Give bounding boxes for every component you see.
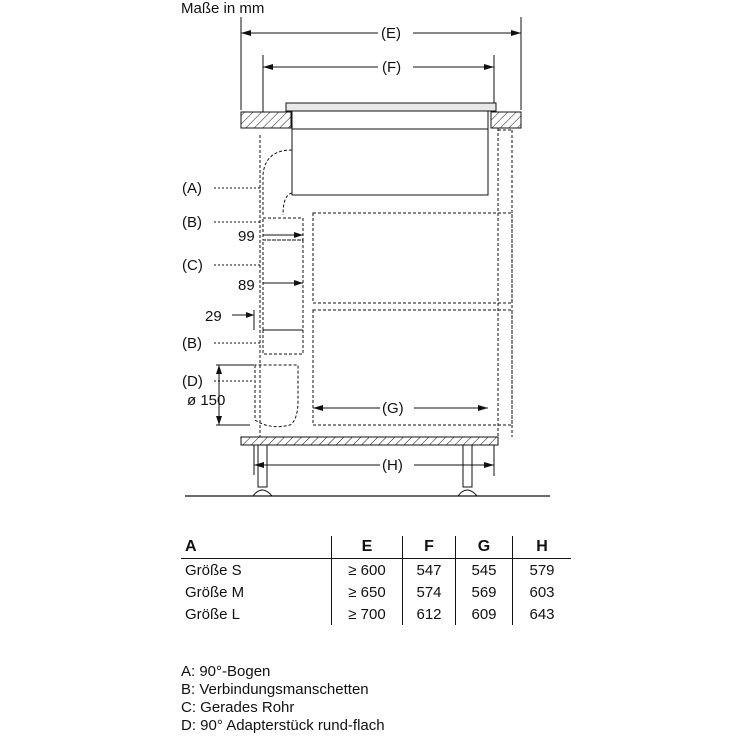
dimension-29	[205, 308, 254, 330]
label-e: (E)	[381, 25, 401, 42]
units-caption: Maße in mm	[181, 0, 265, 17]
table-cell: Größe L	[185, 605, 241, 623]
label-c: (C)	[182, 257, 203, 274]
table-cell: 545	[456, 559, 513, 582]
table-cell: ≥ 650	[332, 581, 403, 603]
label-g: (G)	[382, 400, 404, 417]
dimension-g	[313, 400, 488, 417]
base-board	[185, 437, 550, 496]
size-table	[181, 536, 571, 625]
legend-item-d: D: 90° Adapterstück rund-flach	[181, 717, 385, 734]
legend-item-a: A: 90°-Bogen	[181, 663, 271, 680]
table-cell: 579	[513, 559, 572, 582]
table-cell: ≥ 700	[332, 603, 403, 625]
label-a: (A)	[182, 180, 202, 197]
table-row	[181, 603, 571, 625]
table-row	[181, 559, 571, 582]
legend	[181, 663, 385, 735]
label-d: (D)	[182, 373, 203, 390]
table-cell: 609	[456, 603, 513, 625]
value-99: 99	[238, 228, 255, 245]
table-cell: ≥ 600	[332, 559, 403, 582]
cooktop	[286, 103, 496, 195]
label-b-top: (B)	[182, 214, 202, 231]
table-header-row	[181, 536, 571, 559]
table-cell: 574	[403, 581, 456, 603]
table-cell: 547	[403, 559, 456, 582]
label-b-bottom: (B)	[182, 335, 202, 352]
table-cell: Größe S	[185, 561, 242, 579]
table-cell: 603	[513, 581, 572, 603]
legend-item-b: B: Verbindungsmanschetten	[181, 681, 369, 698]
header-g: G	[456, 536, 513, 559]
header-h: H	[513, 536, 572, 559]
table-cell: 643	[513, 603, 572, 625]
dimension-e	[241, 17, 521, 110]
legend-item-c: C: Gerades Rohr	[181, 699, 295, 716]
dimension-h	[254, 445, 494, 476]
label-h: (H)	[382, 457, 403, 474]
header-f: F	[403, 536, 456, 559]
value-diameter-150: ø 150	[187, 392, 226, 409]
value-29: 29	[205, 308, 222, 325]
table-cell: Größe M	[185, 583, 245, 601]
table-cell: 612	[403, 603, 456, 625]
header-a: A	[181, 536, 332, 559]
dimension-99	[238, 228, 303, 245]
value-89: 89	[238, 277, 255, 294]
header-e: E	[332, 536, 403, 559]
label-f: (F)	[382, 59, 402, 76]
table-cell: 569	[456, 581, 513, 603]
table-row	[181, 581, 571, 603]
dimension-89	[238, 277, 303, 294]
